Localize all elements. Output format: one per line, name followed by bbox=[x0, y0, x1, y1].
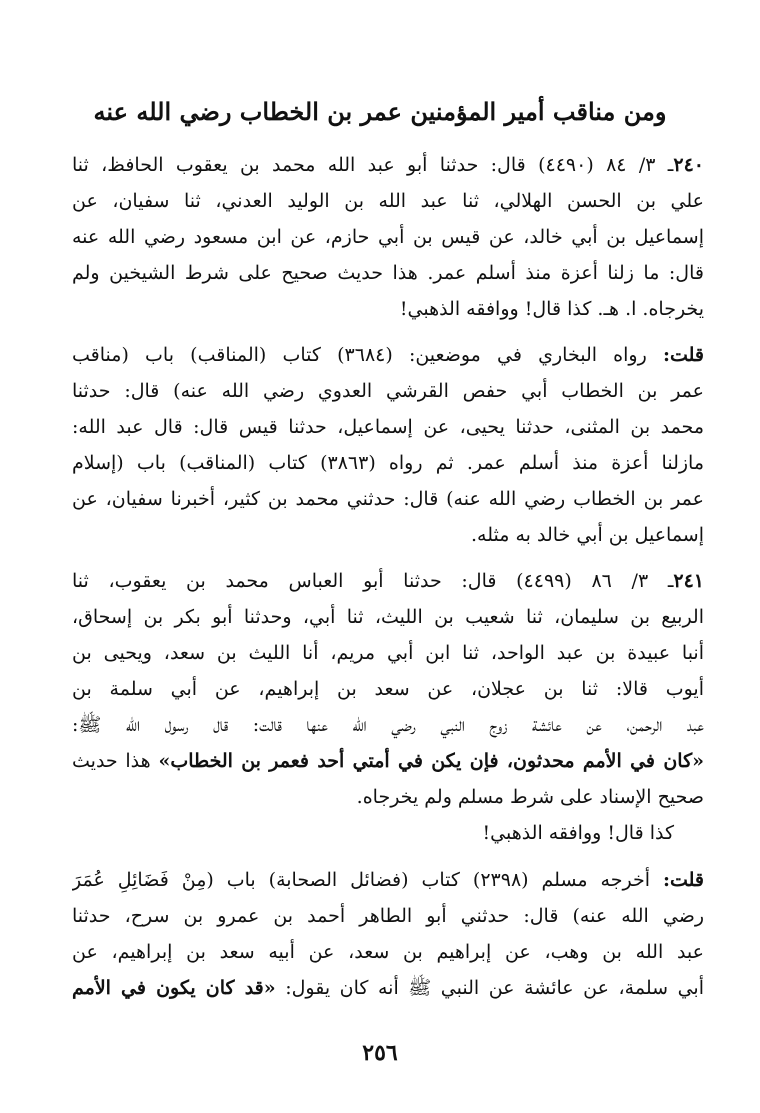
commentary-240-line-1 bbox=[72, 337, 704, 373]
commentary-240-line-4: مازلنا أعزة منذ أسلم عمر. ثم رواه (٣٨٦٣) كتاب (المناقب) باب (إسلام bbox=[72, 452, 704, 474]
commentary-240 bbox=[72, 337, 704, 553]
page-number: ٢٥٦ bbox=[362, 1040, 398, 1066]
commentary-240-line-3: محمد بن المثنى، حدثنا يحيى، عن إسماعيل، حدثنا قيس قال: قال عبد الله: bbox=[72, 416, 704, 438]
hadith-241-line-5: عبد الرحمن، عن عائشة زوج النبي رضي الله عنها قالت: قال رسول الله ﷺ: bbox=[72, 714, 704, 736]
hadith-number: ٢٤١ bbox=[673, 570, 704, 592]
commentary-241-line-1 bbox=[72, 862, 704, 898]
hadith-text: ـ ٣/ ٨٦ (٤٤٩٩) قال: حدثنا أبو العباس محمد بن يعقوب، ثنا bbox=[72, 570, 674, 592]
hadith-text: هذا حديث bbox=[72, 750, 151, 772]
hadith-241-line-1 bbox=[72, 563, 704, 599]
hadith-240-line-4: قال: ما زلنا أعزة منذ أسلم عمر. هذا حديث صحيح على شرط الشيخين ولم bbox=[72, 262, 704, 284]
hadith-240 bbox=[72, 147, 704, 327]
hadith-241-line-7: صحيح الإسناد على شرط مسلم ولم يخرجاه. bbox=[356, 786, 704, 808]
commentary-241 bbox=[72, 862, 704, 1006]
hadith-241-line-4: أيوب قالا: ثنا بن عجلان، عن سعد بن إبراهيم، عن أبي سلمة بن bbox=[72, 678, 704, 700]
commentary-240-line-5: عمر بن الخطاب رضي الله عنه) قال: حدثني محمد بن كثير، أخبرنا سفيان، عن bbox=[72, 488, 704, 510]
commentary-text: أبي سلمة، عن عائشة عن النبي ﷺ أنه كان يقول: bbox=[285, 977, 704, 999]
hadith-text: ـ ٣/ ٨٤ (٤٤٩٠) قال: حدثنا أبو عبد الله محمد بن يعقوب الحافظ، ثنا bbox=[72, 154, 674, 176]
hadith-241 bbox=[72, 563, 704, 851]
commentary-text: رواه البخاري في موضعين: (٣٦٨٤) كتاب (المناقب) باب (مناقب bbox=[72, 344, 647, 366]
commentary-240-line-6: إسماعيل بن أبي خالد به مثله. bbox=[471, 524, 704, 546]
hadith-240-line-2: علي بن الحسن الهلالي، ثنا عبد الله بن الوليد العدني، ثنا سفيان، عن bbox=[72, 190, 704, 212]
commentary-label: قلت: bbox=[662, 869, 704, 891]
hadith-240-line-5: يخرجاه. ا. هـ. كذا قال! ووافقه الذهبي! bbox=[399, 298, 704, 320]
commentary-label: قلت: bbox=[662, 344, 704, 366]
hadith-number: ٢٤٠ bbox=[673, 154, 704, 176]
commentary-241-line-3: عبد الله بن وهب، عن إبراهيم بن سعد، عن أبيه سعد بن إبراهيم، عن bbox=[72, 941, 704, 963]
hadith-241-line-2: الربيع بن سليمان، ثنا شعيب بن الليث، ثنا أبي، وحدثنا أبو بكر بن إسحاق، bbox=[72, 606, 704, 628]
hadith-240-line-3: إسماعيل بن أبي خالد، عن قيس بن أبي حازم، عن ابن مسعود رضي الله عنه bbox=[72, 226, 704, 248]
hadith-241-line-8: كذا قال! ووافقه الذهبي! bbox=[482, 822, 674, 844]
commentary-241-line-2: رضي الله عنه) قال: حدثني أبو الطاهر أحمد بن عمرو بن سرح، حدثنا bbox=[72, 905, 704, 927]
hadith-240-line-1 bbox=[72, 147, 704, 183]
hadith-241-line-6 bbox=[72, 743, 704, 779]
hadith-241-line-3: أنبا عبيدة بن عبد الواحد، ثنا ابن أبي مريم، أنا الليث بن سعد، ويحيى بن bbox=[72, 642, 704, 664]
page-title: ومن مناقب أمير المؤمنين عمر بن الخطاب رضي الله عنه bbox=[93, 97, 667, 126]
prophetic-quote: «قد كان يكون في الأمم bbox=[72, 977, 276, 999]
commentary-241-line-4 bbox=[72, 970, 704, 1006]
commentary-text: أخرجه مسلم (٢٣٩٨) كتاب (فضائل الصحابة) باب (مِنْ فَضَائِلِ عُمَرَ bbox=[72, 869, 650, 891]
prophetic-quote: «كان في الأمم محدثون، فإن يكن في أمتي أحد فعمر بن الخطاب» bbox=[158, 750, 704, 772]
commentary-240-line-2: عمر بن الخطاب أبي حفص القرشي العدوي رضي الله عنه) قال: حدثنا bbox=[72, 380, 704, 402]
